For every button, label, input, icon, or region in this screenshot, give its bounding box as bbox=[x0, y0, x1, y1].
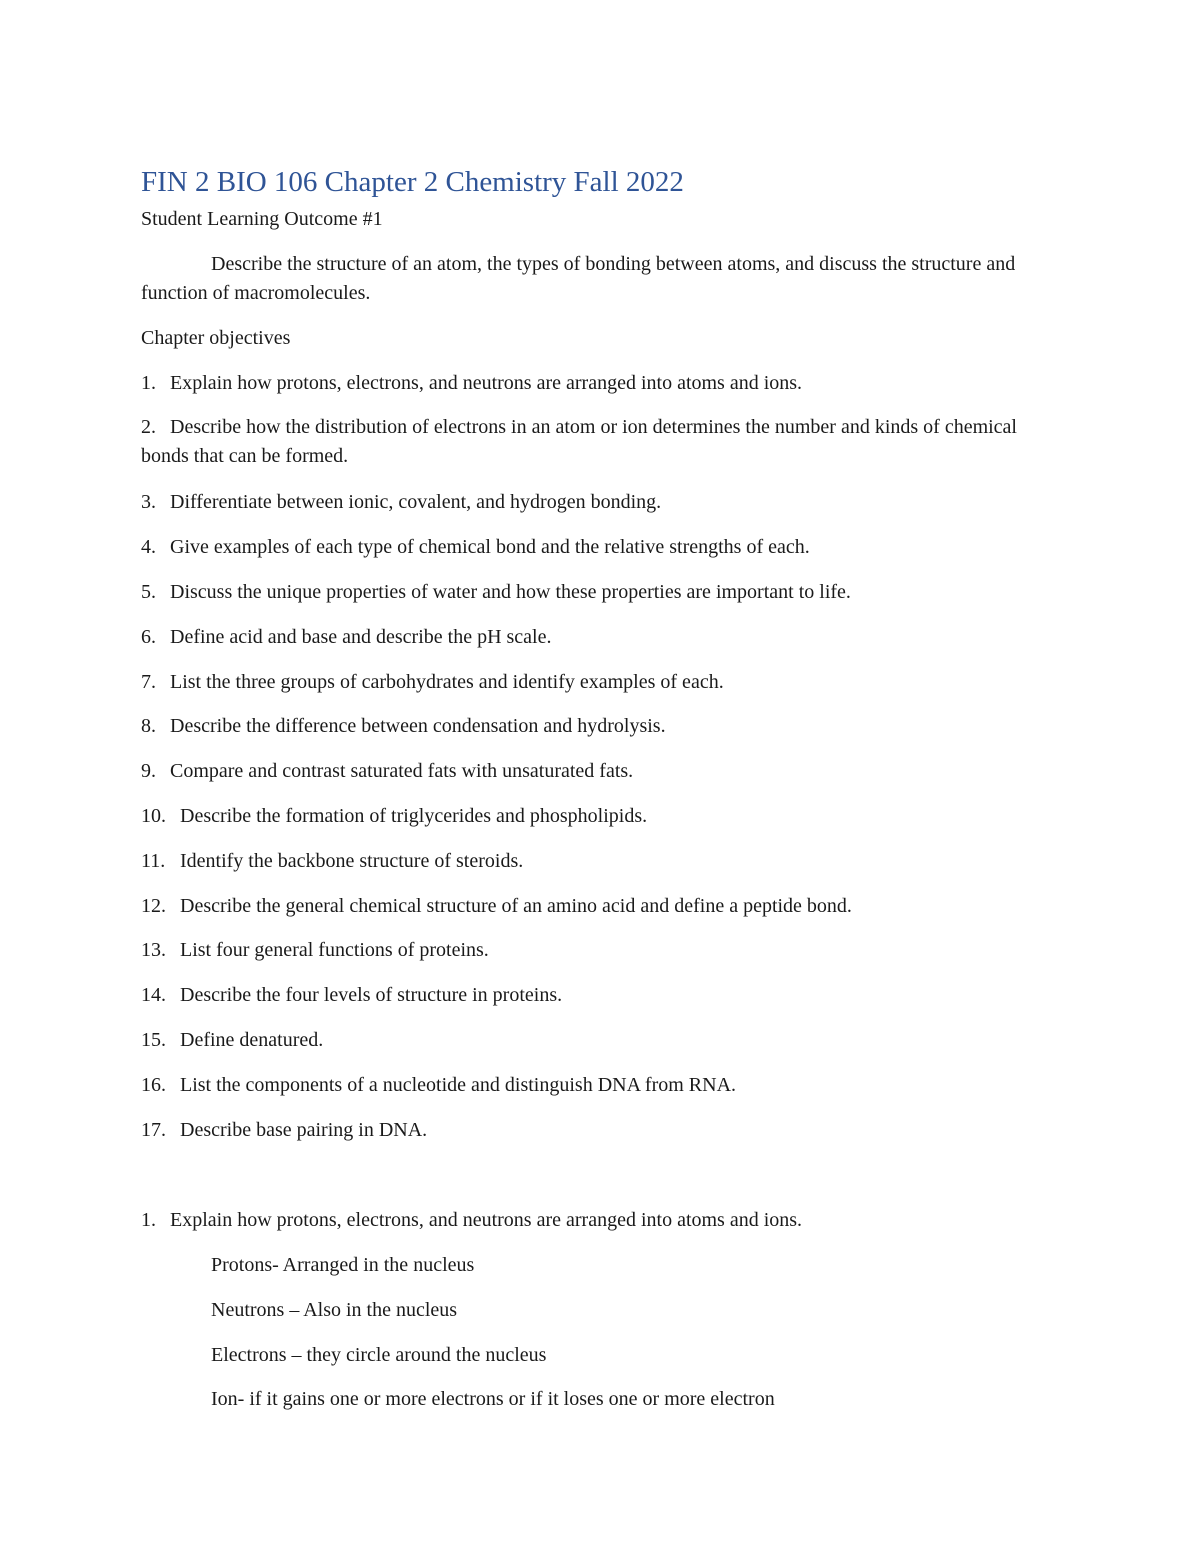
objective-text: Identify the backbone structure of steroids. bbox=[180, 850, 524, 872]
objective-number: 2. bbox=[141, 416, 156, 438]
objective-number: 7. bbox=[141, 671, 156, 693]
objective-number: 6. bbox=[141, 626, 156, 648]
objective-item bbox=[141, 1116, 427, 1144]
objective-number: 10. bbox=[141, 805, 166, 827]
objective-item bbox=[141, 981, 562, 1009]
objective-item bbox=[141, 369, 802, 397]
objective-number: 16. bbox=[141, 1074, 166, 1096]
objective-item bbox=[141, 533, 810, 561]
objective-text: List the components of a nucleotide and distinguish DNA from RNA. bbox=[180, 1074, 737, 1096]
answer-note: Protons- Arranged in the nucleus bbox=[211, 1254, 475, 1276]
objective-text: List the three groups of carbohydrates and identify examples of each. bbox=[170, 671, 724, 693]
objective-number: 13. bbox=[141, 939, 166, 961]
objective-item bbox=[141, 623, 552, 651]
objective-text: Describe the formation of triglycerides and phospholipids. bbox=[180, 805, 648, 827]
answer-question bbox=[141, 1206, 802, 1234]
objective-item bbox=[141, 578, 851, 606]
objective-item bbox=[141, 847, 523, 875]
objective-text: Discuss the unique properties of water and how these properties are important to life. bbox=[170, 581, 851, 603]
objective-text: Describe the general chemical structure of an amino acid and define a peptide bond. bbox=[180, 895, 852, 917]
objective-number: 15. bbox=[141, 1029, 166, 1051]
objective-number: 1. bbox=[141, 372, 156, 394]
objective-text: Give examples of each type of chemical bond and the relative strengths of each. bbox=[170, 536, 810, 558]
objective-number: 11. bbox=[141, 850, 166, 872]
slo-text: Describe the structure of an atom, the types of bonding between atoms, and discuss the structure and function of macromolecules. bbox=[141, 253, 1016, 304]
slo-heading: Student Learning Outcome #1 bbox=[141, 208, 383, 230]
objective-item bbox=[141, 936, 489, 964]
objective-number: 3. bbox=[141, 491, 156, 513]
objective-number: 17. bbox=[141, 1119, 166, 1141]
objective-number: 9. bbox=[141, 760, 156, 782]
objective-text: Define acid and base and describe the pH scale. bbox=[170, 626, 552, 648]
answer-note: Electrons – they circle around the nucleus bbox=[211, 1344, 547, 1366]
objective-number: 5. bbox=[141, 581, 156, 603]
answer-note: Ion- if it gains one or more electrons or if it loses one or more electron bbox=[211, 1388, 775, 1410]
objective-text: Define denatured. bbox=[180, 1029, 324, 1051]
objective-item bbox=[141, 757, 633, 785]
objective-item bbox=[141, 892, 852, 920]
objective-item bbox=[141, 1026, 323, 1054]
objective-text: Describe the difference between condensation and hydrolysis. bbox=[170, 715, 666, 737]
objective-item bbox=[141, 1071, 736, 1099]
objective-item bbox=[141, 712, 666, 740]
objective-item bbox=[141, 668, 724, 696]
objective-text: Compare and contrast saturated fats with unsaturated fats. bbox=[170, 760, 634, 782]
answer-question-text: Explain how protons, electrons, and neutrons are arranged into atoms and ions. bbox=[170, 1209, 803, 1231]
objective-text: Describe how the distribution of electrons in an atom or ion determines the number and kinds of chemical bonds that can be formed. bbox=[141, 416, 1017, 467]
objective-text: Differentiate between ionic, covalent, and hydrogen bonding. bbox=[170, 491, 662, 513]
objective-item bbox=[141, 413, 1061, 471]
answer-number: 1. bbox=[141, 1209, 156, 1231]
document-title: FIN 2 BIO 106 Chapter 2 Chemistry Fall 2022 bbox=[141, 166, 684, 198]
objective-text: Explain how protons, electrons, and neutrons are arranged into atoms and ions. bbox=[170, 372, 803, 394]
objective-text: Describe base pairing in DNA. bbox=[180, 1119, 428, 1141]
objective-number: 12. bbox=[141, 895, 166, 917]
objective-text: List four general functions of proteins. bbox=[180, 939, 489, 961]
objective-number: 14. bbox=[141, 984, 166, 1006]
objective-number: 4. bbox=[141, 536, 156, 558]
objective-number: 8. bbox=[141, 715, 156, 737]
answer-note: Neutrons – Also in the nucleus bbox=[211, 1299, 458, 1321]
objective-text: Describe the four levels of structure in proteins. bbox=[180, 984, 563, 1006]
objective-item bbox=[141, 488, 661, 516]
objectives-heading: Chapter objectives bbox=[141, 327, 291, 349]
objective-item bbox=[141, 802, 647, 830]
